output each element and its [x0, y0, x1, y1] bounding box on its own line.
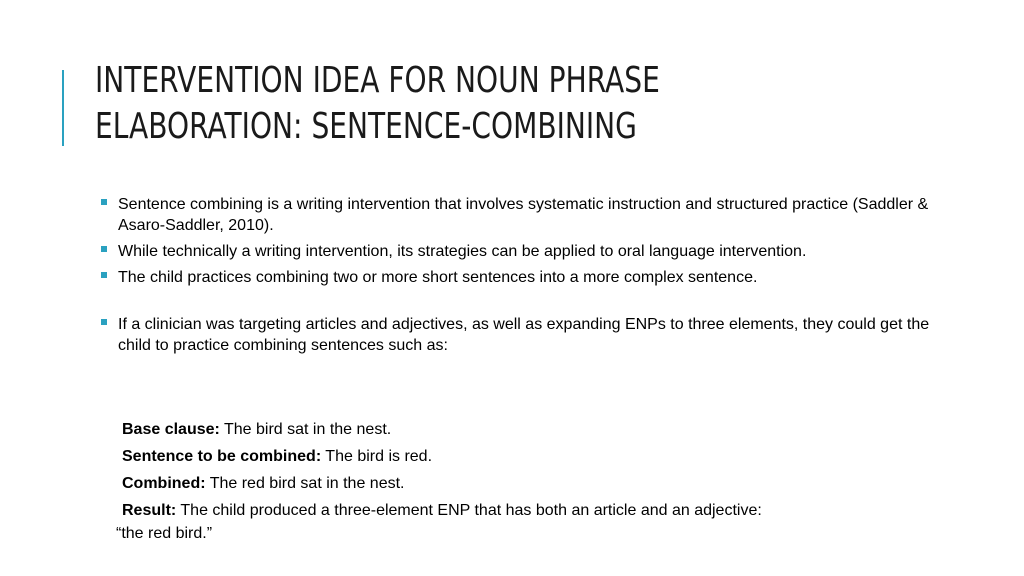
- bullet-text: While technically a writing intervention, its strategies can be applied to oral language intervention.: [118, 243, 807, 260]
- square-bullet-icon: [101, 246, 107, 252]
- example-block: [116, 416, 936, 544]
- bullet-item: [100, 267, 960, 288]
- combined-label: Combined:: [122, 475, 206, 492]
- example-sentence-to-combine: [116, 443, 936, 470]
- bullet-list: [100, 194, 960, 361]
- bullet-item: [100, 194, 960, 236]
- square-bullet-icon: [101, 199, 107, 205]
- slide-title: [95, 58, 969, 150]
- sentence-to-combine-label: Sentence to be combined:: [122, 448, 322, 465]
- title-accent-bar: [62, 70, 64, 146]
- result-quote: “the red bird.”: [116, 525, 213, 542]
- result-label: Result:: [122, 502, 177, 519]
- slide-title-line-2: ELABORATION: SENTENCE-COMBINING: [95, 106, 637, 147]
- bullet-text: Sentence combining is a writing intervention that involves systematic instruction and structured practice (Saddler & Asaro-Saddler, 2010).: [118, 196, 929, 234]
- combined-text: The red bird sat in the nest.: [209, 475, 405, 492]
- example-result: [116, 497, 936, 524]
- example-combined: [116, 470, 936, 497]
- bullet-text: If a clinician was targeting articles and adjectives, as well as expanding ENPs to three elements, they could get the child to practice combining sentences such as:: [118, 316, 930, 354]
- base-clause-text: The bird sat in the nest.: [224, 421, 392, 438]
- bullet-text: The child practices combining two or more short sentences into a more complex sentence.: [118, 269, 758, 286]
- square-bullet-icon: [101, 319, 107, 325]
- result-text: The child produced a three-element ENP that has both an article and an adjective:: [180, 502, 762, 519]
- bullet-item: [100, 241, 960, 262]
- square-bullet-icon: [101, 272, 107, 278]
- sentence-to-combine-text: The bird is red.: [325, 448, 433, 465]
- bullet-item: [100, 314, 960, 356]
- example-base-clause: [116, 416, 936, 443]
- base-clause-label: Base clause:: [122, 421, 220, 438]
- slide-title-line-1: INTERVENTION IDEA FOR NOUN PHRASE: [95, 60, 660, 101]
